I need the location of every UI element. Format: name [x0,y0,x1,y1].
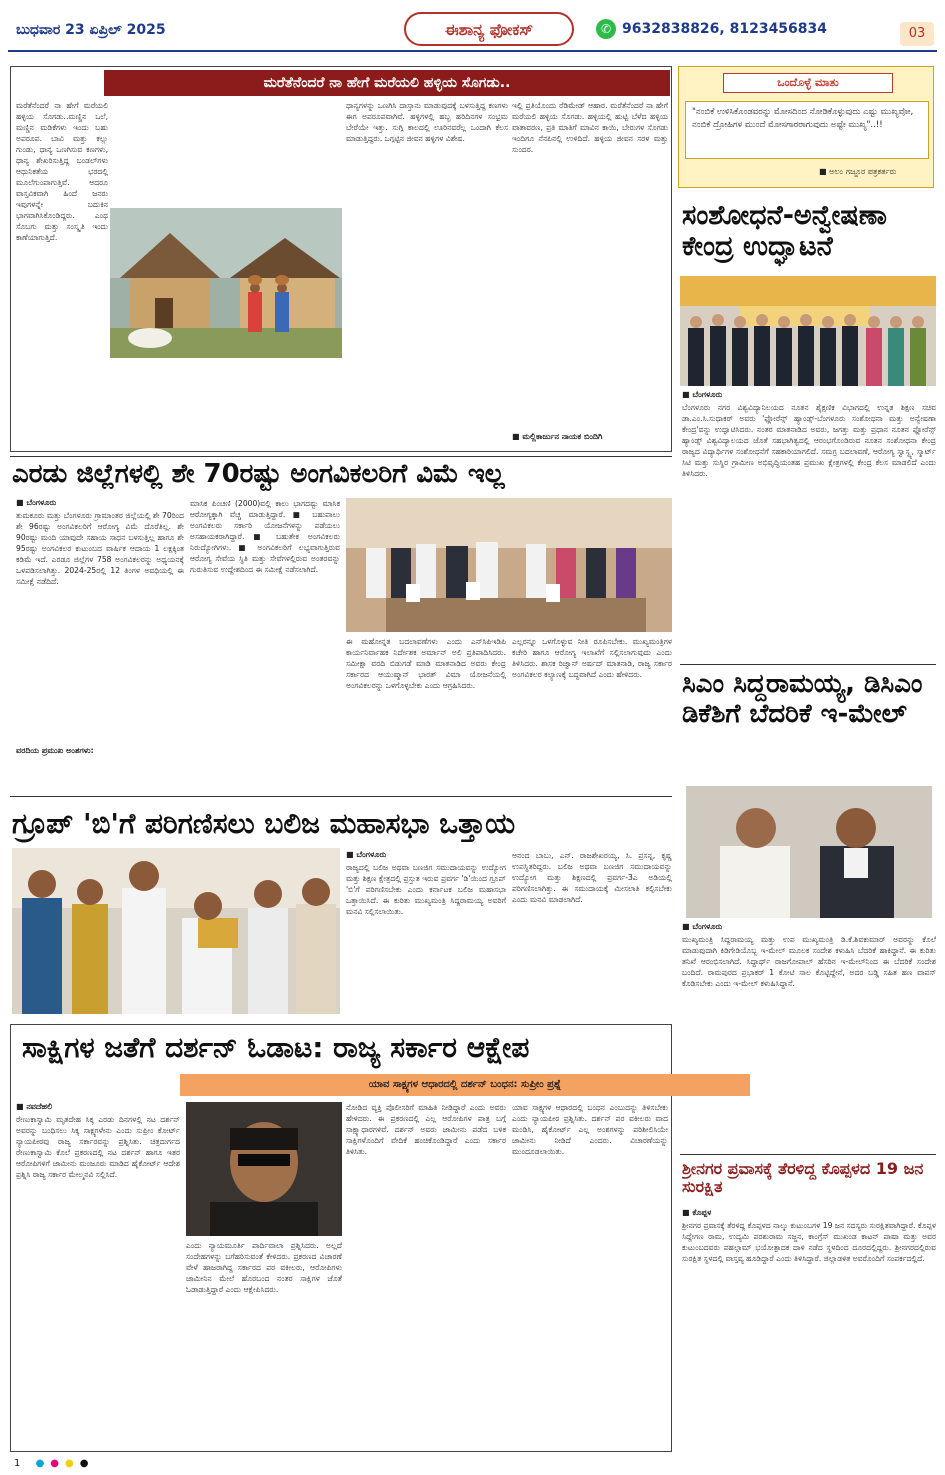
quote-author: ■ ಅಲಂ ಗಜ್ಜೂರ ಪತ್ರಕರ್ತರು [819,167,897,176]
insurance-column-2: ಮಾಸಿಕ ಪಿಂಚಣಿ (2000)ವಲ್ಲಿ ಕಾಲು ಭಾಗದಷ್ಟು ಮಾಸಿಕ ಆರೋಗ್ಯಕ್ಕಾಗಿ ವೆಚ್ಚ ಮಾಡುತ್ತಿದ್ದಾರೆ. ■ ಬಹುಪಾಲು ಅಂಗವಿಕಲರು ಸರ್ಕಾರಿ ಯೋಜನೆಗಳನ್ನು ಪಡೆಯಲು ಅಸಹಾಯಕರಾಗಿದ್ದಾರೆ. ■ ಬಹುತೇಕ ಅಂಗವಿಕಲರು ನಿರುದ್ಯೋಗಿಗಳು. ■ ಅಂಗವಿಕಲರಿಗೆ ಲಭ್ಯವಾಗುತ್ತಿರುವ ಆರೋಗ್ಯ ಸೇವೆಯ ಸ್ಥಿತಿ ಮತ್ತು ಸೇವೆಗಳಲ್ಲಿರುವ ಅಂತರವನ್ನು ಗುರುತಿಸುವ ಉದ್ದೇಶದಿಂದ ಈ ಸಮೀಕ್ಷೆ ನಡೆಸಲಾಗಿದೆ. [190,499,340,574]
section-rule-1 [10,456,672,457]
balija-headline: ಗ್ರೂಪ್ 'ಬಿ'ಗೆ ಪರಿಗಣಿಸಲು ಬಲಿಜ ಮಹಾಸಭಾ ಒತ್ತಾಯ [12,808,516,840]
cm-threat-body: ಮುಖ್ಯಮಂತ್ರಿ ಸಿದ್ದರಾಮಯ್ಯ ಮತ್ತು ಉಪ ಮುಖ್ಯಮಂತ್ರಿ ಡಿ.ಕೆ.ಶಿವಕುಮಾರ್ ಅವರನ್ನು ಕೊಲೆ ಮಾಡುವುದಾಗಿ ಕಿಡಿಗೇಡಿಯೊಬ್ಬ ಇ-ಮೇಲ್ ಮೂಲಕ ಸಂದೇಶ ಕಳುಹಿಸಿ ಬೆದರಿಕೆ ಹಾಕಿದ್ದಾನೆ. ಈ ಕುರಿತು ತನಿಖೆ ಆರಂಭಿಸಲಾಗಿದೆ. ಸಿದ್ದಾರ್ಥ್ ರಾಜಗೋಪಾಲ್ ಹೆಸರಿನ ಇ-ಮೇಲ್‌ನಿಂದ ಈ ಬೆದರಿಕೆ ಸಂದೇಶ ಬಂದಿದೆ. ರಾಮಪುರದ ಪ್ರಭಾಕರ್ 1 ಕೋಟಿ ಸಾಲ ಕೊಟ್ಟಿದ್ದೇನೆ, ಅದರ ಬಡ್ಡಿ ಸಹಿತ ಹಣ ವಾಪಸ್ ಕೊಡಿಸಬೇಕು ಎಂದು ಇ-ಮೇಲ್ ಕಳುಹಿಸಿದ್ದಾನೆ. [682,935,936,988]
darshan-column-1: ರೇಣುಕಾಸ್ವಾಮಿ ಮೃತದೇಹ ಸಿಕ್ಕ ಎರಡು ದಿನಗಳಲ್ಲಿ ನಟ ದರ್ಶನ್ ಅವರನ್ನು ಬಂಧಿಸಲು ಸಿಕ್ಕ ಸಾಕ್ಷ್ಯಗಳೇನು ಎಂದು ಸುಪ್ರೀಂ ಕೋರ್ಟ್ ನ್ಯಾಯಪೀಠವು ರಾಜ್ಯ ಸರ್ಕಾರವನ್ನು ಪ್ರಶ್ನಿಸಿತು. ಚಿತ್ರದುರ್ಗದ ರೇಣುಕಾಸ್ವಾಮಿ ಕೊಲೆ ಪ್ರಕರಣದಲ್ಲಿ ನಟ ದರ್ಶನ್ ಹಾಗೂ ಇತರ ಆರೋಪಿಗಳಿಗೆ ಜಾಮೀನು ಮಂಜೂರು ಮಾಡಿದ ಹೈಕೋರ್ಟ್ ಆದೇಶ ಪ್ರಶ್ನಿಸಿ ರಾಜ್ಯ ಸರ್ಕಾರ ಮೇಲ್ಮನವಿ ಸಲ್ಲಿಸಿದೆ. [16,1115,180,1179]
section-rule-3 [680,1154,936,1155]
page-marker: 1 [14,1458,27,1469]
lead-column-1b [110,100,342,204]
darshan-headline: ಸಾಕ್ಷಿಗಳ ಜತೆಗೆ ದರ್ಶನ್ ಓಡಾಟ: ರಾಜ್ಯ ಸರ್ಕಾರ ಆಕ್ಷೇಪ [22,1032,530,1064]
lead-column-1: ಮರೆತೆನೆಂದರೆ ನಾ ಹೇಗೆ ಮರೆಯಲಿ ಹಳ್ಳಿಯ ಸೊಗಡು..ಮಣ್ಣಿನ ಒಲೆ, ಮಣ್ಣಿನ ಮಡಿಕೆಗಳು ಇಂದು ಬಹು ಅಪರೂಪ. ಬಾವಿ ಮತ್ತು ಕಲ್ಲು ಗುಂಡು, ಧಾನ್ಯ ಒಣಗಿಸುವ ಕಣಗಳು, ಧಾನ್ಯ ಶೇಖರಿಸುತ್ತಿದ್ದ ಬಂಡಲ್‌ಗಳು ಆಧುನಿಕತೆಯ ಭರದಲ್ಲಿ ಮೂಲೆಗುಂಪಾಗುತ್ತಿವೆ. ಆದರೂ ವಾಸ್ತವಿಕವಾಗಿ ಹಿಂದೆ ಜನರು ಇವುಗಳನ್ನೇ ಬದುಕಿನ ಭಾಗವಾಗಿಸಿಕೊಂಡಿದ್ದರು. ಎಂಥ ಸೊಬಗು ಮತ್ತು ಸಂಸ್ಕೃತಿ ಇಂದು ಕಾಣೆಯಾಗುತ್ತಿದೆ. [16,101,108,242]
section-rule-right [680,664,936,665]
print-registration-marks: 1 ●●●● [14,1458,95,1469]
quote-title: ಒಂದೊಳ್ಳೆ ಮಾತು [723,73,893,93]
darshan-subhead-band [180,1074,750,1096]
srinagar-headline: ಶ್ರೀನಗರ ಪ್ರವಾಸಕ್ಕೆ ತೆರಳಿದ್ದ ಕೊಪ್ಪಳದ 19 ಜನ ಸುರಕ್ಷಿತ [682,1160,924,1197]
masthead [0,0,945,64]
darshan-byline: ■ ನವದೆಹಲಿ [16,1102,53,1111]
quote-box [678,66,934,188]
page-number: 03 [900,22,934,46]
research-body: ಬೆಂಗಳೂರು ನಗರ ವಿಶ್ವವಿದ್ಯಾನಿಲಯದ ನೂತನ ಶೈಕ್ಷಣಿಕ ವಿಭಾಗದಲ್ಲಿ ಉನ್ನತ ಶಿಕ್ಷಣ ಸಚಿವ ಡಾ.ಎಂ.ಸಿ.ಸುಧಾಕರ್ ಅವರು 'ಫ್ಲೋರೆನ್ಸ್ ಹ್ಯಾಂಡ್ಸ್-ಬೆಂಗಳೂರು ಸಂಶೋಧನಾ ಮತ್ತು ಅನ್ವೇಷಣಾ ಕೇಂದ್ರ'ವನ್ನು ಉದ್ಘಾಟಿಸಿದರು. ನಂತರ ಮಾತನಾಡಿದ ಅವರು, ಜಗತ್ತು ಮತ್ತು ಪ್ರಧಾನ ನೂತನ ಫ್ಲೋರೆನ್ಸ್ ಹ್ಯಾಂಡ್ಸ್ ವಿಶ್ವವಿದ್ಯಾಲಯದ ಜೊತೆ ಸಹಭಾಗಿತ್ವದಲ್ಲಿ ಆರಂಭಗೊಂಡಿರುವ ನೂತನ ಸಂಶೋಧನಾ ಕೇಂದ್ರ ರಾಜ್ಯದ ವಿದ್ಯಾರ್ಥಿಗಳ ಸಂಶೋಧನೆಗೆ ಸಹಕಾರಿಯಾಗಲಿದೆ. ಸಮಗ್ರ ಬದಲಾವಣೆ, ಆರೋಗ್ಯ ಸ್ವಾಸ್ಥ್ಯ, ಸ್ಮಾರ್ಟ್ ಸಿಟಿ ಮತ್ತು ಸುಸ್ಥಿರ ಗ್ರಾಮೀಣ ಅಭಿವೃದ್ಧಿಯಂತಹ ಪ್ರಮುಖ ಕ್ಷೇತ್ರಗಳಲ್ಲಿ ಕೇಂದ್ರ ಕೆಲಸ ಮಾಡಲಿದೆ ಎಂದು ತಿಳಿಸಿದರು. [682,403,936,478]
balija-byline: ■ ಬೆಂಗಳೂರು [346,850,387,859]
insurance-headline: ಎರಡು ಜಿಲ್ಲೆಗಳಲ್ಲಿ ಶೇ 70ರಷ್ಟು ಅಂಗವಿಕಲರಿಗೆ ವಿಮೆ ಇಲ್ಲ [12,460,505,489]
village-painting [110,208,342,358]
insurance-column-3: ಈ ಮಹೋನ್ನತ ಬದಲಾವಣೆಗಳು ಎಂದು ಎನ್‌ಸಿಪಿಇಡಿಪಿ ಕಾರ್ಯನಿರ್ವಾಹಕ ನಿರ್ದೇಶಕ ಅರ್ಮಾನ್ ಅಲಿ ಪ್ರತಿಪಾದಿಸಿದರು. ಸಮೀಕ್ಷಾ ವರದಿ ಬಿಡುಗಡೆ ಮಾಡಿ ಮಾತನಾಡಿದ ಅವರು ಕೇಂದ್ರ ಸರ್ಕಾರದ ಆಯುಷ್ಮಾನ್ ಭಾರತ್ ವಿಮಾ ಯೋಜನೆಯಲ್ಲಿ ಅಂಗವಿಕಲರನ್ನು ಒಳಗೊಳ್ಳಬೇಕು ಎಂದು ಆಗ್ರಹಿಸಿದರು. [346,637,506,690]
research-photo [680,276,936,386]
logo-text: ಈಶಾನ್ಯ ಫೋಕಸ್ [444,20,534,39]
darshan-subhead: ಯಾವ ಸಾಕ್ಷ್ಯಗಳ ಆಧಾರದಲ್ಲಿ ದರ್ಶನ್ ಬಂಧನ: ಸುಪ್ರೀಂ ಪ್ರಶ್ನೆ [368,1079,562,1090]
lead-byline: ■ ಮಲ್ಲಿಕಾರ್ಜುನ ನಾಯಕ ಬಿಂದಿಗಿ [512,432,603,441]
balija-photo [12,848,340,1014]
insurance-byline: ■ ಬೆಂಗಳೂರು [16,498,57,507]
lead-column-2: ಧಾನ್ಯಗಳನ್ನು ಒಣಗಿಸಿ ದಾಸ್ತಾನು ಮಾಡುವುದಕ್ಕೆ ಬಳಸುತ್ತಿದ್ದ ಕಣಗಳು ಈಗ ಅಪರೂಪವಾಗಿವೆ. ಹಳ್ಳಿಗಳಲ್ಲಿ ಹಬ್ಬ ಹರಿದಿನಗಳ ಸಂಭ್ರಮ ಬೇರೆಯೇ ಇತ್ತು. ಸುಗ್ಗಿ ಕಾಲದಲ್ಲಿ ಊರಿನವರೆಲ್ಲ ಒಂದಾಗಿ ಕೆಲಸ ಮಾಡುತ್ತಿದ್ದರು. ಒಗ್ಗಟ್ಟಿನ ಜೀವನ ಹಳ್ಳಿಗಳ ವಿಶೇಷ. [346,101,508,143]
insurance-subhead: ವರದಿಯ ಪ್ರಮುಖ ಅಂಶಗಳು: [16,746,94,755]
newspaper-logo [404,12,574,46]
masthead-rule [8,50,937,52]
srinagar-body: ಶ್ರೀನಗರ ಪ್ರವಾಸಕ್ಕೆ ತೆರಳಿದ್ದ ಕೊಪ್ಪಳದ ನಾಲ್ಕು ಕುಟುಂಬಗಳ 19 ಜನ ಸದಸ್ಯರು ಸುರಕ್ಷಿತವಾಗಿದ್ದಾರೆ. ಕೊಪ್ಪಳ ಸಿದ್ದೇಗಣ ರಾಮ, ಉದ್ಯಮಿ ಪರಶುರಾಮ ಸಜ್ಜನ, ಕಾಂಗ್ರೆಸ್ ಮುಖಂಡ ಕಾಟನ್ ಪಾಷಾ ಮತ್ತು ಅವರ ಕುಟುಂಬದವರು ಪಹಲ್ಗಾಮ್ ಭಯೋತ್ಪಾದಕ ದಾಳಿ ನಡೆದ ಸ್ಥಳದಿಂದ ದೂರದಲ್ಲಿದ್ದರು. ಶ್ರೀನಗರದಲ್ಲಿರುವ ಸುರಕ್ಷಿತ ಸ್ಥಳದಲ್ಲಿ ವಾಸ್ತವ್ಯ ಹೂಡಿದ್ದಾರೆ ಎಂದು ತಿಳಿಸಿದ್ದಾರೆ. ಜಿಲ್ಲಾಡಳಿತ ಅವರೊಂದಿಗೆ ಸಂಪರ್ಕದಲ್ಲಿದೆ. [682,1221,936,1263]
issue-date: ಬುಧವಾರ 23 ಏಪ್ರಿಲ್ 2025 [16,22,166,38]
insurance-column-1: ತುಮಕೂರು ಮತ್ತು ಬೆಂಗಳೂರು ಗ್ರಾಮಾಂತರ ಜಿಲ್ಲೆಯಲ್ಲಿ ಶೇ 70ರಿಂದ ಶೇ 96ರಷ್ಟು ಅಂಗವಿಕಲರಿಗೆ ಆರೋಗ್ಯ ವಿಮೆ ದೊರೆತಿಲ್ಲ. ಶೇ 90ರಷ್ಟು ಮಂದಿ ಯಾವುದೇ ಸಹಾಯ ಸಾಧನ ಬಳಸುತ್ತಿಲ್ಲ ಹಾಗೂ ಶೇ 95ರಷ್ಟು ಅಂಗವಿಕಲರ ಕುಟುಂಬದ ವಾರ್ಷಿಕ ಆದಾಯ 1 ಲಕ್ಷಕ್ಕಿಂತ ಕಡಿಮೆ ಇದೆ. ಎರಡೂ ಜಿಲ್ಲೆಗಳ 758 ಅಂಗವಿಕಲರನ್ನು ಅಧ್ಯಯನಕ್ಕೆ ಒಳಪಡಿಸಲಾಗಿತ್ತು. 2024-25ರಲ್ಲಿ 12 ತಿಂಗಳ ಅವಧಿಯಲ್ಲಿ ಈ ಸಮೀಕ್ಷೆ ನಡೆದಿದೆ. [16,511,184,586]
lead-headline: ಮರೆತೆನೆಂದರೆ ನಾ ಹೇಗೆ ಮರೆಯಲಿ ಹಳ್ಳಿಯ ಸೊಗಡು.. [263,75,511,91]
insurance-photo [346,498,672,632]
contact-phone: 9632838826, 8123456834 [622,21,828,37]
whatsapp-icon: ✆ [596,19,616,39]
lead-column-3: ಇಲ್ಲಿ ಪ್ರತಿಯೊಂದು ರೆಡಿಮೇಡ್ ಆಹಾರ. ಮರೆತೆನೆಂದರೆ ನಾ ಹೇಗೆ ಮರೆಯಲಿ ಹಳ್ಳಿಯ ಸೊಗಡು. ಹಳ್ಳಿಯಲ್ಲಿ ಹುಟ್ಟಿ ಬೆಳೆದ ಹಳ್ಳಿಯ ವಾತಾವರಣ, ಪ್ರತಿ ಮಾತಿಗೆ ಮಾವಿನ ಕಾಯಿ, ಬೇರುಗಳ ಸೊಗಡು ಇಂದಿಗೂ ನೆನಪಿನಲ್ಲಿ ಉಳಿದಿದೆ. ಹಳ್ಳಿಯ ಜೀವನ ಸರಳ ಮತ್ತು ಸುಂದರ. [512,101,668,154]
section-rule-2 [10,796,672,797]
quote-text: "ನಂಬಿಕೆ ಉಳಿಸಿಕೊಂಡವರನ್ನು ಮೋಸದಿಂದ ನೋಡಿಕೊಳ್ಳುವುದು ಎಷ್ಟು ಮುಖ್ಯವೋ, ನಂಬಿಕೆ ದ್ರೋಹಿಗಳ ಮುಂದೆ ಮೋಸಗಾರರಾಗುವುದು ಅಷ್ಟೇ ಮುಖ್ಯ"..!! [685,101,929,159]
srinagar-byline: ■ ಕೊಪ್ಪಳ [682,1208,712,1217]
darshan-photo [186,1102,342,1236]
cm-threat-byline: ■ ಬೆಂಗಳೂರು [682,922,723,931]
cm-threat-photo [686,786,932,918]
research-headline: ಸಂಶೋಧನೆ-ಅನ್ವೇಷಣಾ ಕೇಂದ್ರ ಉದ್ಘಾಟನೆ [682,200,887,263]
cm-threat-headline: ಸಿಎಂ ಸಿದ್ದರಾಮಯ್ಯ, ಡಿಸಿಎಂ ಡಿಕೆಶಿಗೆ ಬೆದರಿಕೆ ಇ-ಮೇಲ್ [682,670,923,729]
insurance-column-4: ಎಲ್ಲರನ್ನೂ ಒಳಗೊಳ್ಳುವ ನೀತಿ ರೂಪಿಸಬೇಕು. ಮುಖ್ಯಮಂತ್ರಿಗಳ ಕಚೇರಿ ಹಾಗೂ ಆರೋಗ್ಯ ಇಲಾಖೆಗೆ ಸಲ್ಲಿಸಲಾಗುವುದು ಎಂದು ತಿಳಿಸಿದರು. ಶಾಸಕ ರಿಜ್ವಾನ್ ಅರ್ಷದ್ ಮಾತನಾಡಿ, ರಾಜ್ಯ ಸರ್ಕಾರ ಅಂಗವಿಕಲರ ಕಲ್ಯಾಣಕ್ಕೆ ಬದ್ಧವಾಗಿದೆ ಎಂದು ಹೇಳಿದರು. [512,637,672,679]
balija-column-2: ಆನಂದ ಬಾಬು, ಎನ್. ರಾಜಶೇಖರಯ್ಯ, ಸಿ. ಪ್ರಸನ್ನ, ಕೃಷ್ಣ ಉಪಸ್ಥಿತರಿದ್ದರು. ಬಲಿಜ ಅಥವಾ ಬಣಜಿಗ ಸಮುದಾಯವನ್ನು ಉದ್ಯೋಗ ಮತ್ತು ಶಿಕ್ಷಣದಲ್ಲಿ ಪ್ರವರ್ಗ-3ಎ ಅಡಿಯಲ್ಲಿ ಪರಿಗಣಿಸಲಾಗಿತ್ತು. ಈ ಸಮುದಾಯಕ್ಕೆ ಮೀಸಲಾತಿ ಕಲ್ಪಿಸಬೇಕು ಎಂದು ಮನವಿ ಮಾಡಲಾಗಿದೆ. [512,851,672,904]
balija-column-1: ರಾಜ್ಯದಲ್ಲಿ ಬಲಿಜ ಅಥವಾ ಬಣಜಿಗ ಸಮುದಾಯವನ್ನು ಉದ್ಯೋಗ ಮತ್ತು ಶಿಕ್ಷಣ ಕ್ಷೇತ್ರದಲ್ಲಿ ಪ್ರಸ್ತುತ ಇರುವ ಪ್ರವರ್ಗ 'ಡಿ'ಯಿಂದ ಗ್ರೂಪ್ 'ಬಿ'ಗೆ ಪರಿಗಣಿಸಬೇಕು ಎಂದು ಕರ್ನಾಟಕ ಬಲಿಜ ಮಹಾಸಭಾ ಒತ್ತಾಯಿಸಿದೆ. ಈ ಕುರಿತು ಮುಖ್ಯಮಂತ್ರಿ ಸಿದ್ದರಾಮಯ್ಯ ಅವರಿಗೆ ಮನವಿ ಸಲ್ಲಿಸಲಾಯಿತು. [346,863,506,916]
darshan-column-2: ಎಂದು ನ್ಯಾಯಮೂರ್ತಿ ಪಾರ್ದಿವಾಲಾ ಪ್ರಶ್ನಿಸಿದರು. ಅಲ್ಲದೆ ಸಂದೇಹಗಳನ್ನು ಬಗೆಹರಿಸುವಂತೆ ಕೇಳಿದರು. ಪ್ರಕರಣದ ವಿಚಾರಣೆ ವೇಳೆ ಹಾಜರಾಗಿದ್ದ ಸರ್ಕಾರದ ಪರ ವಕೀಲರು, ಆರೋಪಿಗಳು ಜಾಮೀನಿನ ಮೇಲೆ ಹೊರಬಂದ ನಂತರ ಸಾಕ್ಷಿಗಳ ಜೊತೆ ಓಡಾಡುತ್ತಿದ್ದಾರೆ ಎಂದು ಆಕ್ಷೇಪಿಸಿದರು. [186,1241,342,1294]
research-byline: ■ ಬೆಂಗಳೂರು [682,390,723,399]
lead-headline-banner [104,70,670,96]
darshan-column-3: ನೋಡಿದ ವ್ಯಕ್ತಿ ಪೊಲೀಸರಿಗೆ ಮಾಹಿತಿ ನೀಡಿದ್ದಾರೆ ಎಂದು ಅವರು ಹೇಳಿದರು. ಈ ಪ್ರಕರಣದಲ್ಲಿ ಎಲ್ಲ ಆರೋಪಿಗಳ ಪಾತ್ರ ಬಗ್ಗೆ ಸಾಕ್ಷ್ಯಾಧಾರಗಳಿವೆ. ದರ್ಶನ್ ಅವರು ಜಾಮೀನು ಪಡೆದ ಬಳಿಕ ಸಾಕ್ಷಿಗಳೊಂದಿಗೆ ವೇದಿಕೆ ಹಂಚಿಕೊಂಡಿದ್ದಾರೆ ಎಂದು ಸರ್ಕಾರ ತಿಳಿಸಿತು. [346,1103,506,1156]
darshan-column-4: ಯಾವ ಸಾಕ್ಷ್ಯಗಳ ಆಧಾರದಲ್ಲಿ ಬಂಧನ ಎಂಬುದನ್ನು ತಿಳಿಸಬೇಕು ಎಂದು ನ್ಯಾಯಪೀಠ ಪ್ರಶ್ನಿಸಿತು. ದರ್ಶನ್ ಪರ ವಕೀಲರು ವಾದ ಮಂಡಿಸಿ, ಹೈಕೋರ್ಟ್ ಎಲ್ಲ ಅಂಶಗಳನ್ನು ಪರಿಶೀಲಿಸಿಯೇ ಜಾಮೀನು ನೀಡಿದೆ ಎಂದರು. ವಿಚಾರಣೆಯನ್ನು ಮುಂದೂಡಲಾಯಿತು. [512,1103,668,1156]
